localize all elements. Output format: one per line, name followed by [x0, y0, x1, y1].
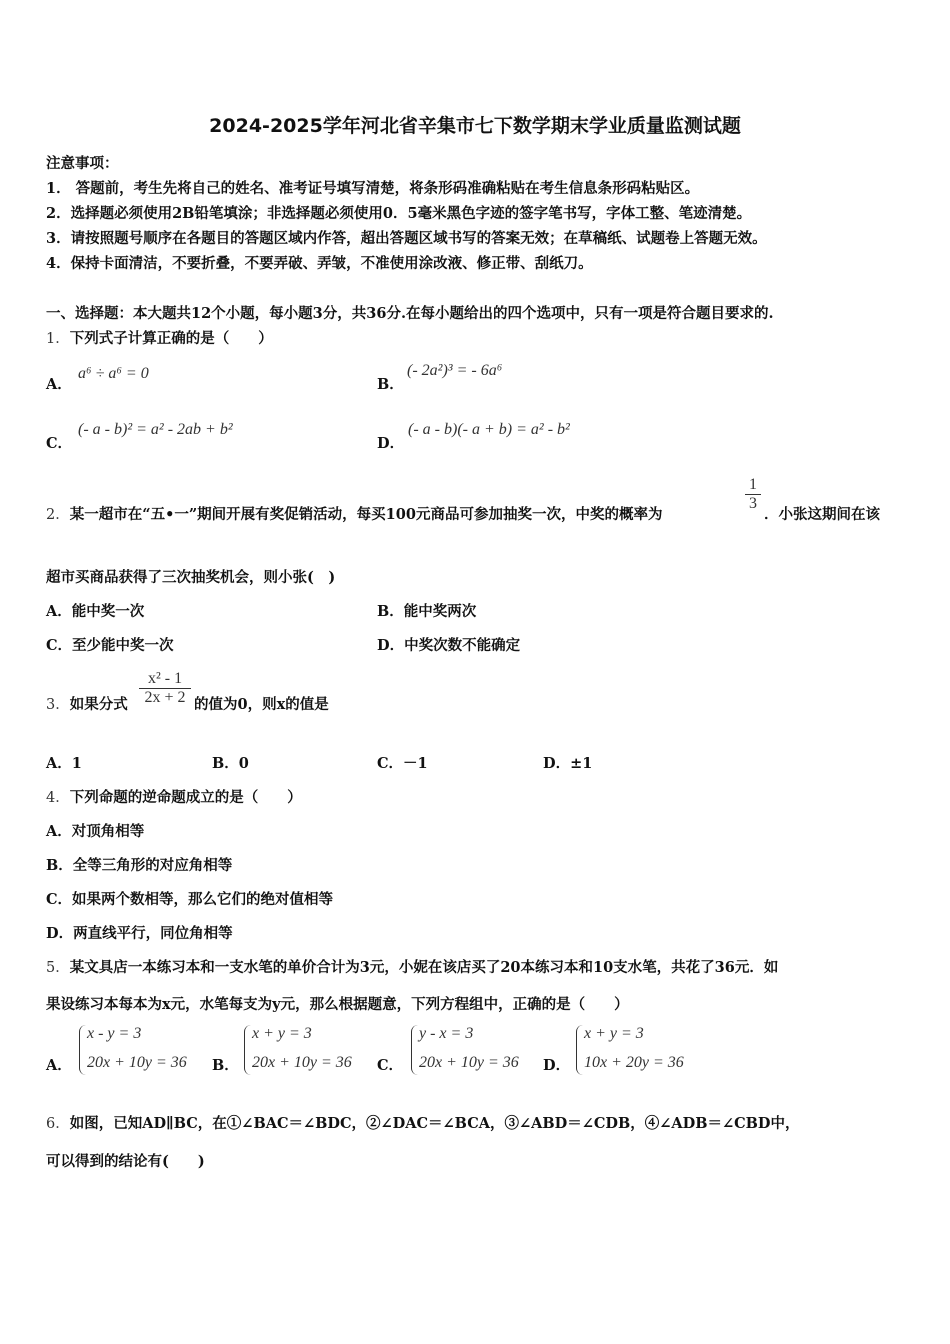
option-label: A．	[46, 376, 72, 393]
question-3	[46, 693, 128, 714]
option-d-formula: (- a - b)(- a + b) = a² - b²	[408, 421, 570, 438]
question-number: 6．	[46, 1116, 70, 1132]
question-4	[46, 786, 302, 807]
option-a: A．能中奖一次	[46, 603, 145, 620]
brace	[576, 1025, 583, 1075]
question-number: 2．	[46, 507, 70, 523]
option-label: A．	[46, 1057, 72, 1074]
option-b: B．能中奖两次	[377, 603, 477, 620]
brace	[79, 1025, 86, 1075]
notice-item: 1． 答题前，考生先将自己的姓名、准考证号填写清楚，将条形码准确粘贴在考生信息条形码粘贴区。	[46, 180, 700, 197]
question-stem-line2: 超市买商品获得了三次抽奖机会，则小张( )	[46, 569, 336, 586]
equation: 20x + 10y = 36	[419, 1054, 519, 1071]
option-b: B．全等三角形的对应角相等	[46, 857, 233, 874]
notice-heading: 注意事项：	[46, 155, 119, 172]
notice-item: 3．请按照题号顺序在各题目的答题区域内作答，超出答题区域书写的答案无效；在草稿纸、试题卷上答题无效。	[46, 230, 767, 247]
question-stem: 下列命题的逆命题成立的是（ ）	[69, 789, 302, 806]
equation: x + y = 3	[584, 1025, 644, 1042]
probability-fraction	[745, 476, 761, 513]
equation: 20x + 10y = 36	[252, 1054, 352, 1071]
option-d: D．中奖次数不能确定	[377, 637, 521, 654]
equation: y - x = 3	[419, 1025, 474, 1042]
option-a: A．1	[46, 755, 82, 772]
option-a-formula: a⁶ ÷ a⁶ = 0	[78, 365, 149, 382]
fraction	[139, 670, 191, 707]
question-stem-line2: 果设练习本每本为x元，水笔每支为y元，那么根据题意，下列方程组中，正确的是（ ）	[46, 996, 629, 1013]
option-c: C．如果两个数相等，那么它们的绝对值相等	[46, 891, 334, 908]
fraction-denominator: 3	[745, 494, 761, 513]
option-label: B．	[212, 1057, 239, 1074]
option-label: C．	[46, 435, 73, 452]
fraction-numerator: 1	[749, 476, 757, 493]
question-number: 3．	[46, 697, 70, 713]
question-stem: 某一超市在“五•一”期间开展有奖促销活动，每买100元商品可参加抽奖一次，中奖的概率为	[69, 506, 663, 523]
notice-item: 2．选择题必须使用2B铅笔填涂；非选择题必须使用0．5毫米黑色字迹的签字笔书写，字体工整、笔迹清楚。	[46, 205, 752, 222]
question-stem-continued: ．小张这期间在该	[764, 506, 880, 523]
question-stem-continued: 的值为0，则x的值是	[194, 696, 329, 713]
option-label: D．	[543, 1057, 571, 1074]
option-label: C．	[377, 1057, 404, 1074]
question-stem-line2: 可以得到的结论有( )	[46, 1153, 205, 1170]
question-stem: 下列式子计算正确的是（ ）	[69, 330, 273, 347]
section-heading: 一、选择题：本大题共12个小题，每小题3分，共36分.在每小题给出的四个选项中，只有一项是符合题目要求的.	[46, 305, 774, 322]
question-stem: 某文具店一本练习本和一支水笔的单价合计为3元，小妮在该店买了20本练习本和10支水笔，共花了36元．如	[69, 959, 779, 976]
question-number: 4．	[46, 790, 70, 806]
option-b: B．0	[212, 755, 249, 772]
question-stem: 如果分式	[69, 696, 128, 713]
question-6	[46, 1112, 800, 1133]
option-d: D．±1	[543, 755, 593, 772]
option-label: B．	[377, 376, 404, 393]
question-2	[46, 503, 662, 524]
option-d: D．两直线平行，同位角相等	[46, 925, 233, 942]
option-a: A．对顶角相等	[46, 823, 145, 840]
page-title: 2024-2025学年河北省辛集市七下数学期末学业质量监测试题	[209, 115, 741, 137]
option-c-formula: (- a - b)² = a² - 2ab + b²	[78, 421, 233, 438]
question-stem: 如图，已知AD∥BC，在①∠BAC＝∠BDC，②∠DAC＝∠BCA，③∠ABD＝∠CDB，④∠ADB＝∠CBD中，	[69, 1115, 800, 1132]
equation: x - y = 3	[87, 1025, 142, 1042]
option-c: C．至少能中奖一次	[46, 637, 174, 654]
brace	[411, 1025, 418, 1075]
notice-item: 4．保持卡面清洁，不要折叠，不要弄破、弄皱，不准使用涂改液、修正带、刮纸刀。	[46, 255, 593, 272]
option-b-formula: (- 2a²)³ = - 6a⁶	[407, 362, 503, 379]
question-5	[46, 956, 778, 977]
equation: 20x + 10y = 36	[87, 1054, 187, 1071]
option-label: D．	[377, 435, 405, 452]
question-number: 5．	[46, 960, 70, 976]
option-c: C．－1	[377, 755, 428, 772]
question-number: 1．	[46, 331, 70, 347]
question-1	[46, 327, 273, 348]
fraction-numerator: x² - 1	[147, 670, 183, 687]
equation: 10x + 20y = 36	[584, 1054, 684, 1071]
equation: x + y = 3	[252, 1025, 312, 1042]
fraction-denominator: 2x + 2	[139, 688, 191, 707]
brace	[244, 1025, 251, 1075]
